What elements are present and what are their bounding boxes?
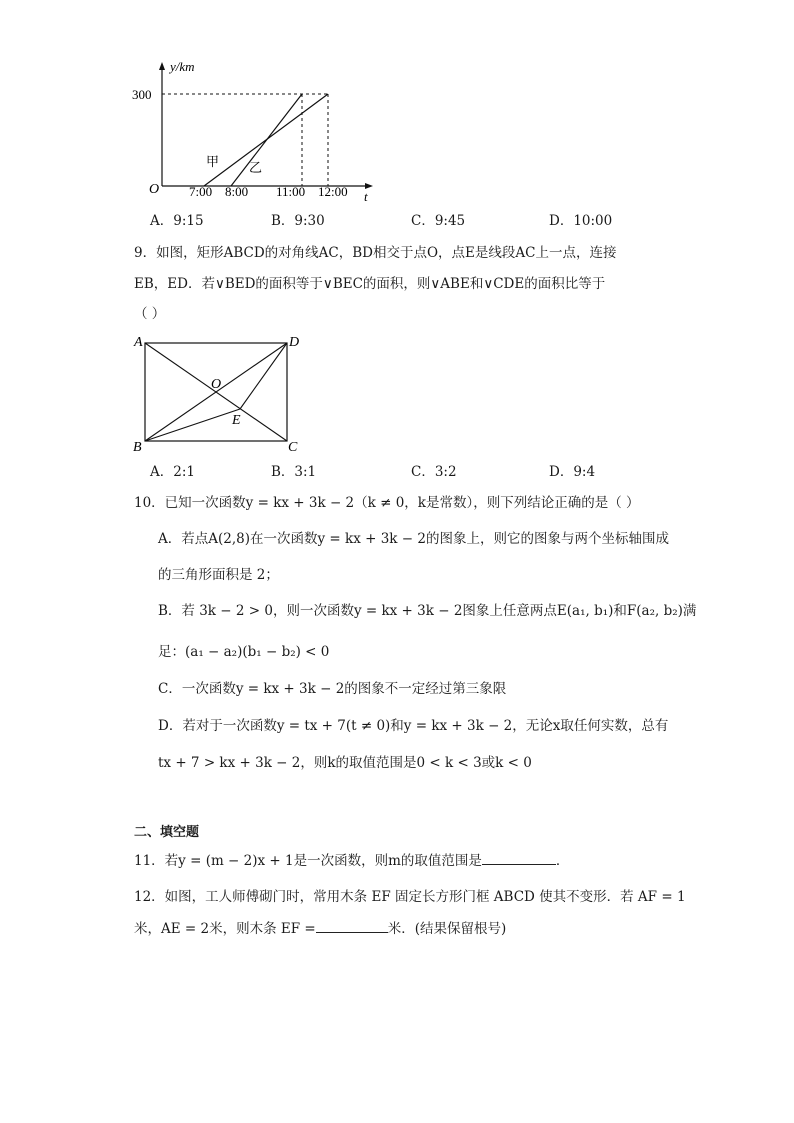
q8-option-d: D．10:00 bbox=[549, 213, 613, 229]
x-tick-label: 7:00 bbox=[189, 184, 213, 199]
q10-stem: 10．已知一次函数y = kx + 3k − 2（k ≠ 0，k是常数），则下列结论正确的是（ ） bbox=[134, 495, 640, 511]
q12-end: 米．(结果保留根号) bbox=[387, 921, 507, 937]
x-tick-label: 8:00 bbox=[225, 184, 249, 199]
q8-option-c: C．9:45 bbox=[411, 213, 466, 229]
q9-option-b: B．3:1 bbox=[271, 464, 317, 480]
section-heading: 二、填空题 bbox=[134, 824, 200, 839]
vertex-a: A bbox=[134, 335, 143, 350]
q8-option-b: B．9:30 bbox=[271, 213, 325, 229]
line-label-yi: 乙 bbox=[249, 160, 263, 175]
y-axis-arrow bbox=[159, 62, 165, 70]
q8-option-a: A．9:15 bbox=[150, 213, 204, 229]
line-label-jia: 甲 bbox=[206, 154, 220, 169]
q9-option-d: D．9:4 bbox=[549, 464, 596, 480]
point-o: O bbox=[211, 377, 222, 392]
q11-text: 11．若y = (m − 2)x + 1是一次函数，则m的取值范围是 bbox=[134, 853, 482, 869]
vertex-d: D bbox=[289, 335, 300, 350]
q10-option-a-line1: A．若点A(2,8)在一次函数y = kx + 3k − 2的图象上，则它的图象与两个坐标轴围成 bbox=[158, 531, 669, 547]
q11-answer-blank[interactable] bbox=[482, 850, 556, 865]
t-label: t bbox=[364, 189, 368, 204]
q10-option-b-line1: B．若 3k − 2 > 0，则一次函数y = kx + 3k − 2图象上任意两点E(a₁, b₁)和F(a₂, b₂)满 bbox=[158, 603, 697, 619]
y-tick-300: 300 bbox=[132, 87, 152, 102]
segment-be bbox=[145, 409, 240, 441]
q9-answer-paren: （ ） bbox=[134, 306, 166, 322]
line-yi bbox=[231, 94, 302, 186]
q10-option-d-line1: D．若对于一次函数y = tx + 7(t ≠ 0)和y = kx + 3k − 2，无论x取任何实数，总有 bbox=[158, 718, 669, 734]
q12-answer-blank[interactable] bbox=[316, 918, 388, 933]
q12-line2 bbox=[134, 918, 506, 939]
q9-stem-line2: EB，ED．若∨BED的面积等于∨BEC的面积，则∨ABE和∨CDE的面积比等于 bbox=[134, 276, 606, 292]
q12-text: 米，AE = 2米，则木条 EF = bbox=[134, 921, 316, 937]
q10-option-d-line2: tx + 7 > kx + 3k − 2，则k的取值范围是0 < k < 3或k < 0 bbox=[158, 755, 532, 771]
q10-option-c: C．一次函数y = kx + 3k − 2的图象不一定经过第三象限 bbox=[158, 681, 507, 697]
q11 bbox=[134, 850, 569, 871]
vertex-c: C bbox=[288, 440, 298, 455]
q9-stem-line1: 9．如图，矩形ABCD的对角线AC，BD相交于点O，点E是线段AC上一点，连接 bbox=[134, 245, 617, 261]
x-tick-label: 11:00 bbox=[276, 184, 306, 199]
vertex-b: B bbox=[133, 440, 142, 455]
q10-option-a-line2: 的三角形面积是 2； bbox=[158, 567, 279, 583]
q10-option-b-line2: 足：(a₁ − a₂)(b₁ − b₂) < 0 bbox=[158, 644, 330, 660]
segment-ed bbox=[240, 343, 287, 409]
q12-line1: 12．如图，工人师傅砌门时，常用木条 EF 固定长方形门框 ABCD 使其不变形．若 AF = 1 bbox=[134, 889, 686, 905]
origin-label: O bbox=[149, 182, 160, 197]
q9-option-c: C．3:2 bbox=[411, 464, 457, 480]
q11-end: ． bbox=[555, 853, 570, 869]
q9-option-a: A．2:1 bbox=[150, 464, 195, 480]
x-tick-label: 12:00 bbox=[318, 184, 348, 199]
point-e: E bbox=[232, 413, 241, 428]
rectangle-figure bbox=[128, 330, 308, 458]
distance-time-graph bbox=[132, 58, 380, 208]
y-label: y/km bbox=[170, 59, 195, 74]
